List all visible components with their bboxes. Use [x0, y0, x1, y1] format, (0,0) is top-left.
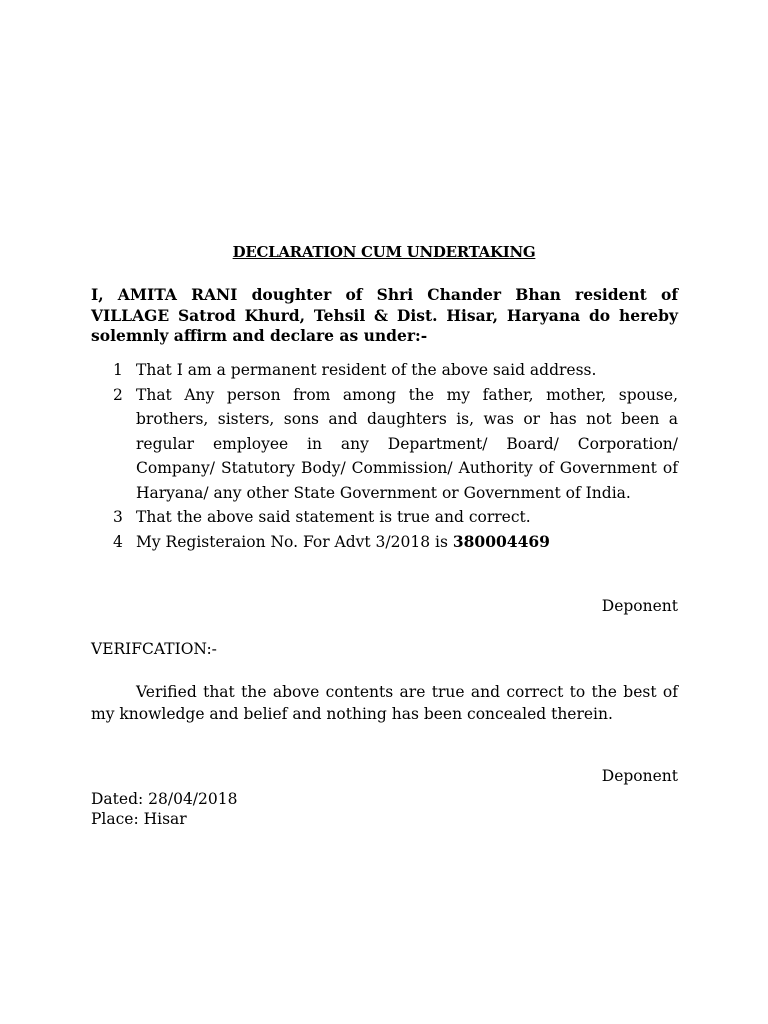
verification-text: Verified that the above contents are true and correct to the best of my knowledge and belief and nothing has been concealed therein. [91, 683, 678, 723]
verification-heading: VERIFCATION:- [91, 640, 217, 658]
list-item-text: That Any person from among the my father, mother, spouse, brothers, sisters, sons and daughters is, was or has not been a regular employee in any Department/ Board/ Corporation/ Company/ Statutory Body/ Commission/ Authority of Government of Haryana/ any other State Government or Government of India. [136, 385, 678, 502]
list-item [91, 358, 678, 383]
deponent-label: Deponent [601, 767, 678, 785]
declaration-list [91, 358, 678, 554]
list-item-number: 3 [113, 508, 123, 526]
registration-number: 380004469 [452, 531, 550, 551]
list-item-text: That the above said statement is true and correct. [136, 508, 531, 526]
list-item-number: 2 [113, 385, 123, 404]
list-item [91, 383, 678, 506]
dated-line: Dated: 28/04/2018 [91, 790, 238, 808]
declaration-intro: I, AMITA RANI doughter of Shri Chander Bhan resident of VILLAGE Satrod Khurd, Tehsil & Dist. Hisar, Haryana do hereby solemnly affirm and declare as under:- [91, 285, 678, 345]
date-place-block [91, 789, 237, 829]
list-item-number: 4 [113, 532, 123, 551]
place-line: Place: Hisar [91, 810, 187, 828]
list-item-text: My Registeraion No. For Advt 3/2018 is [136, 532, 453, 551]
list-item-number: 1 [113, 361, 123, 379]
deponent-label: Deponent [601, 597, 678, 615]
list-item [91, 505, 678, 530]
list-item-text: That I am a permanent resident of the above said address. [136, 361, 597, 379]
document-title: DECLARATION CUM UNDERTAKING [232, 243, 536, 261]
list-item [91, 530, 678, 555]
